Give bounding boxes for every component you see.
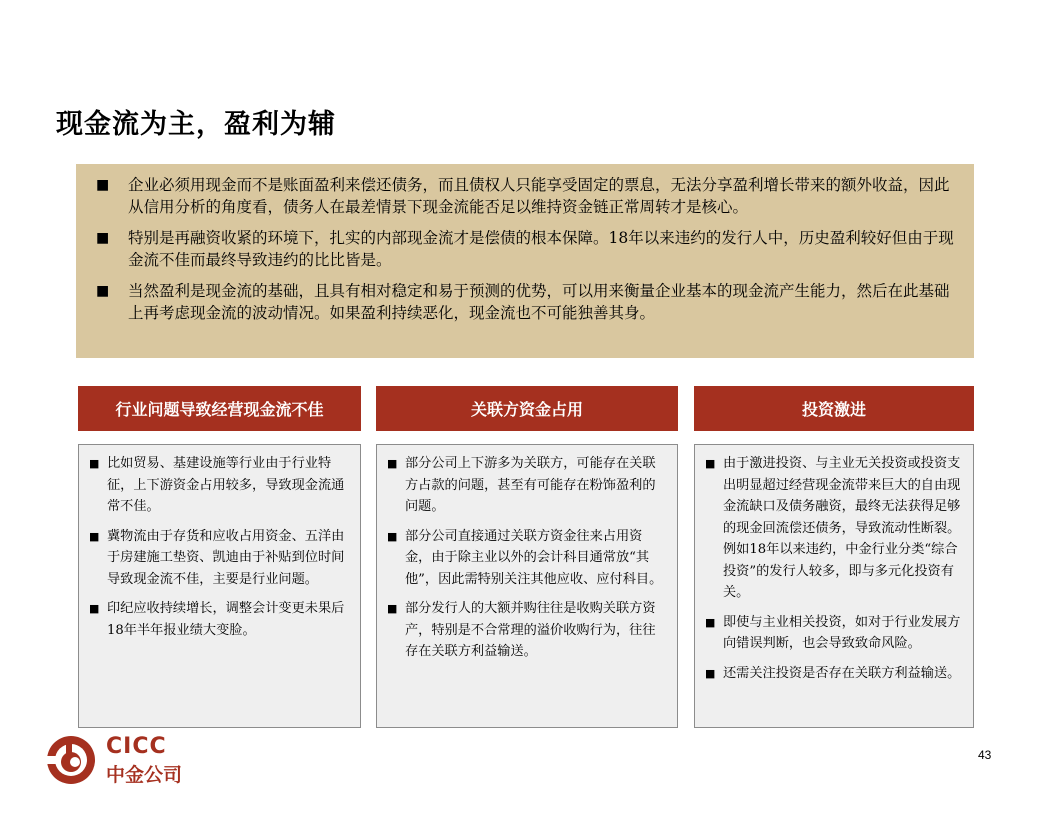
list-item-text: 还需关注投资是否存在关联方利益输送。 (723, 665, 961, 681)
list-item-text: 冀物流由于存货和应收占用资金、五洋由于房建施工垫资、凯迪由于补贴到位时间导致现金流不佳，主要是行业问题。 (107, 528, 345, 587)
bullet-square-icon: ■ (89, 529, 100, 543)
bullet-square-icon: ■ (705, 615, 716, 629)
list-item-text: 部分公司上下游多为关联方，可能存在关联方占款的问题，甚至有可能存在粉饰盈利的问题。 (405, 456, 656, 514)
list-item-text: 比如贸易、基建设施等行业由于行业特征，上下游资金占用较多，导致现金流通常不佳。 (107, 456, 345, 514)
bullet-square-icon: ■ (705, 666, 716, 680)
summary-item (86, 280, 964, 324)
list-item-text: 由于激进投资、与主业无关投资或投资支出明显超过经营现金流带来巨大的自由现金流缺口及债务融资，最终无法获得足够的现金回流偿还债务，导致流动性断裂。例如18年以来违约，中金行业分类“综合投资”的发行人较多，即与多元化投资有关。 (723, 456, 961, 600)
column-box-industry (78, 444, 361, 728)
page-number: 43 (978, 748, 992, 762)
list-item (705, 663, 963, 685)
bullet-square-icon: ■ (89, 457, 100, 470)
summary-box (76, 164, 974, 358)
list-item (89, 526, 350, 591)
bullet-square-icon: ■ (96, 177, 110, 193)
page-title: 现金流为主，盈利为辅 (56, 109, 336, 140)
list-item-text: 即使与主业相关投资，如对于行业发展方向错误判断，也会导致致命风险。 (723, 614, 961, 651)
bullet-square-icon: ■ (96, 283, 110, 299)
logo-latin-text: CICC (106, 734, 167, 759)
list-item (705, 453, 963, 604)
summary-text: 特别是再融资收紧的环境下，扎实的内部现金流才是偿债的根本保障。18年以来违约的发行人中，历史盈利较好但由于现金流不佳而最终导致违约的比比皆是。 (128, 229, 954, 269)
list-item-text: 部分发行人的大额并购往往是收购关联方资产，特别是不合常理的溢价收购行为，往往存在关联方利益输送。 (405, 601, 656, 659)
list-item (89, 598, 350, 641)
bullet-square-icon: ■ (387, 602, 398, 615)
column-box-related-party (376, 444, 678, 728)
list-item-text: 部分公司直接通过关联方资金往来占用资金，由于除主业以外的会计科目通常放“其他”，因此需特别关注其他应收、应付科目。 (405, 528, 663, 587)
logo-chinese-text: 中金公司 (106, 764, 183, 786)
bullet-square-icon: ■ (705, 457, 716, 470)
column-header-industry: 行业问题导致经营现金流不佳 (78, 386, 361, 431)
list-item (89, 453, 350, 518)
summary-item (86, 227, 964, 271)
bullet-square-icon: ■ (89, 602, 100, 615)
list-item (387, 598, 667, 663)
column-header-aggressive-investment: 投资激进 (694, 386, 974, 431)
list-item (387, 526, 667, 591)
summary-text: 企业必须用现金而不是账面盈利来偿还债务，而且债权人只能享受固定的票息，无法分享盈利增长带来的额外收益，因此从信用分析的角度看，债务人在最差情景下现金流能否足以维持资金链正常周转才是核心。 (128, 176, 950, 216)
bullet-square-icon: ■ (387, 457, 398, 470)
summary-item (86, 174, 964, 218)
list-item-text: 印纪应收持续增长，调整会计变更未果后18年半年报业绩大变脸。 (107, 601, 345, 638)
column-box-aggressive-investment (694, 444, 974, 728)
bullet-square-icon: ■ (387, 529, 398, 543)
list-item (387, 453, 667, 518)
list-item (705, 612, 963, 655)
summary-text: 当然盈利是现金流的基础，且具有相对稳定和易于预测的优势，可以用来衡量企业基本的现金流产生能力，然后在此基础上再考虑现金流的波动情况。如果盈利持续恶化，现金流也不可能独善其身。 (128, 282, 950, 322)
cicc-logo-icon (44, 732, 102, 788)
bullet-square-icon: ■ (96, 230, 110, 246)
cicc-logo (44, 732, 204, 788)
column-header-related-party: 关联方资金占用 (376, 386, 678, 431)
